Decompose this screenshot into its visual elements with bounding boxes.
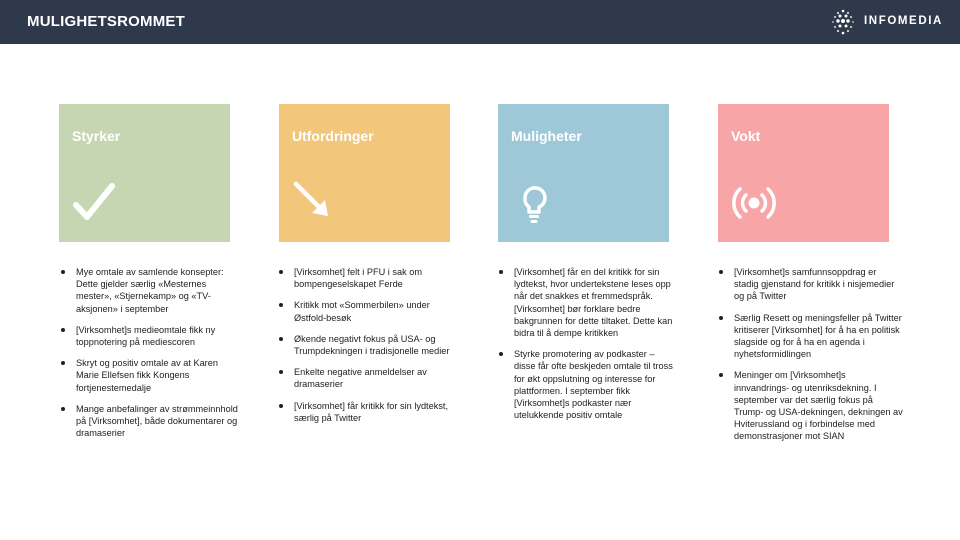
page-title: MULIGHETSROMMET <box>27 13 185 30</box>
list-item: Mange anbefalinger av strømmeinnhold på [Virksomhet], både dokumentarer og dramaserier <box>60 403 240 440</box>
list-item: [Virksomhet] får kritikk for sin lydtekst, særlig på Twitter <box>278 400 453 424</box>
logo-mark-icon <box>830 8 856 36</box>
infomedia-logo <box>830 8 960 36</box>
utfordringer-list <box>278 266 453 433</box>
card-styrker <box>59 104 230 242</box>
styrker-list <box>60 266 240 448</box>
list-item: Særlig Resett og meningsfeller på Twitter kritiserer [Virksomhet] for å ha en politisk slagside og for å ha en agenda i nyhetsformidlingen <box>718 312 903 361</box>
list-item: [Virksomhet]s medieomtale fikk ny toppnotering på mediescoren <box>60 324 240 348</box>
header-bar <box>0 0 960 44</box>
list-item: Skryt og positiv omtale av at Karen Marie Ellefsen fikk Kongens fortjenestemedalje <box>60 357 240 394</box>
list-item: Enkelte negative anmeldelser av dramaserier <box>278 366 453 390</box>
broadcast-icon <box>731 180 777 226</box>
list-item: Styrke promotering av podkaster – disse får ofte beskjeden omtale til tross for økt oppslutning og interesse for plattformen. I september fikk [Virksomhet]s podkaster nær utelukkende positiv omtale <box>498 348 678 421</box>
list-item: Kritikk mot «Sommerbilen» under Østfold-besøk <box>278 299 453 323</box>
lightbulb-icon <box>511 180 557 226</box>
list-item: Økende negativt fokus på USA- og Trumpdekningen i tradisjonelle medier <box>278 333 453 357</box>
card-utfordringer <box>279 104 450 242</box>
muligheter-list <box>498 266 678 430</box>
card-title: Styrker <box>72 128 121 144</box>
list-item: [Virksomhet]s samfunnsoppdrag er stadig gjenstand for kritikk i nisjemedier og på Twitter <box>718 266 903 303</box>
card-title: Vokt <box>731 128 761 144</box>
vokt-list <box>718 266 903 452</box>
list-item: [Virksomhet] felt i PFU i sak om bompengeselskapet Ferde <box>278 266 453 290</box>
card-title: Muligheter <box>511 128 582 144</box>
list-item: [Virksomhet] får en del kritikk for sin lydtekst, hvor undertekstene leses opp når det snakkes et fremmedspråk. [Virksomhet] bør forklare bedre bakgrunnen for dette tiltaket. Dette kan bidra til å dempe kritikken <box>498 266 678 339</box>
card-muligheter <box>498 104 669 242</box>
list-item: Meninger om [Virksomhet]s innvandrings- og utenriksdekning. I september var det særlig fokus på Trump- og USA-dekningen, dekningen av Hviterussland og i forbindelse med demonstrasjoner mot SIAN <box>718 369 903 442</box>
checkmark-icon <box>72 180 118 226</box>
logo-text: INFOMEDIA <box>864 15 943 27</box>
list-item: Mye omtale av samlende konsepter: Dette gjelder særlig «Mesternes mester», «Stjernekamp» og «TV-aksjonen» i september <box>60 266 240 315</box>
arrow-down-right-icon <box>292 180 338 226</box>
card-vokt <box>718 104 889 242</box>
card-title: Utfordringer <box>292 128 374 144</box>
